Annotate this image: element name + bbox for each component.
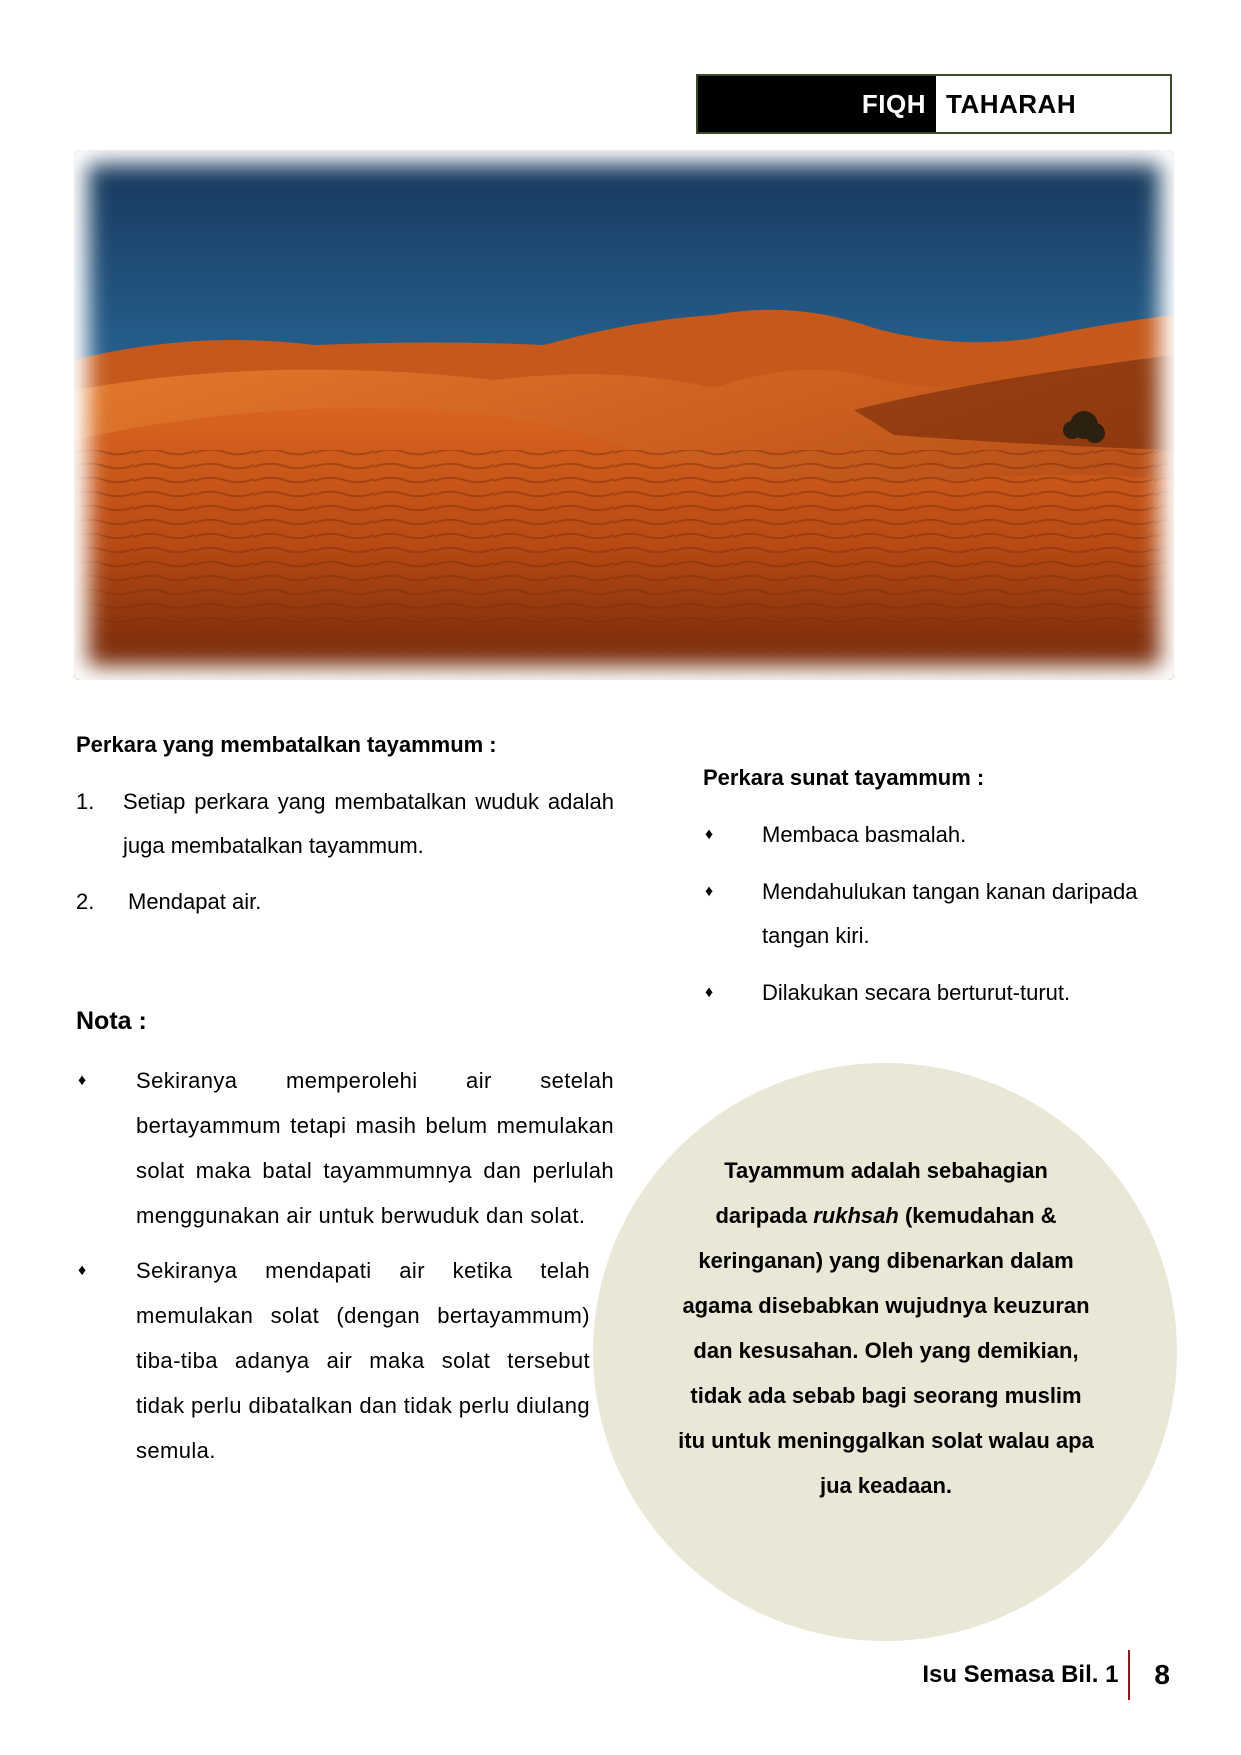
list-item: ♦ Sekiranya mendapati air ketika telah memulakan solat (dengan bertayammum) tiba-tiba adanya air maka solat tersebut tidak perlu dibatalkan dan tidak perlu diulang semula. [76, 1248, 614, 1473]
sunnah-heading: Perkara sunat tayammum : [703, 765, 985, 790]
invalidators-heading: Perkara yang membatalkan tayammum : [76, 732, 497, 757]
desert-photo [74, 150, 1174, 680]
callout-text: Tayammum adalah sebahagian daripada rukhsah (kemudahan & keringanan) yang dibenarkan dalam agama disebabkan wujudnya keuzuran dan kesusahan. Oleh yang demikian, tidak ada sebab bagi seorang muslim itu untuk meninggalkan solat walau apa jua keadaan. [678, 1158, 1094, 1498]
list-item: ♦ Membaca basmalah. [703, 813, 1173, 857]
section-tag-fiqh: FIQH [698, 76, 936, 132]
diamond-bullet-icon: ♦ [705, 883, 714, 900]
section-tag [696, 74, 1172, 134]
list-item: ♦ Sekiranya memperolehi air setelah bertayammum tetapi masih belum memulakan solat maka batal tayammumnya dan perlulah menggunakan air untuk berwuduk dan solat. [76, 1058, 614, 1238]
list-item: 1. Setiap perkara yang membatalkan wuduk adalah juga membatalkan tayammum. [76, 789, 614, 858]
right-column [703, 763, 1173, 1028]
invalidators-list [76, 780, 614, 924]
left-column [76, 730, 614, 1483]
footer-divider [1128, 1650, 1130, 1700]
list-item: ♦ Dilakukan secara berturut-turut. [703, 971, 1173, 1015]
nota-list [76, 1058, 614, 1473]
diamond-bullet-icon: ♦ [78, 1072, 87, 1089]
nota-title: Nota : [76, 1007, 147, 1035]
section-tag-taharah: TAHARAH [946, 88, 1077, 119]
page-number: 8 [1154, 1659, 1170, 1690]
list-item: 2. Mendapat air. [76, 889, 262, 914]
issue-label: Isu Semasa Bil. 1 [922, 1661, 1119, 1688]
diamond-bullet-icon: ♦ [705, 826, 714, 843]
page-footer [880, 1650, 1180, 1700]
sunnah-list [703, 813, 1173, 1015]
list-item: ♦ Mendahulukan tangan kanan daripada tangan kiri. [703, 870, 1173, 958]
diamond-bullet-icon: ♦ [705, 984, 714, 1001]
diamond-bullet-icon: ♦ [78, 1262, 87, 1279]
